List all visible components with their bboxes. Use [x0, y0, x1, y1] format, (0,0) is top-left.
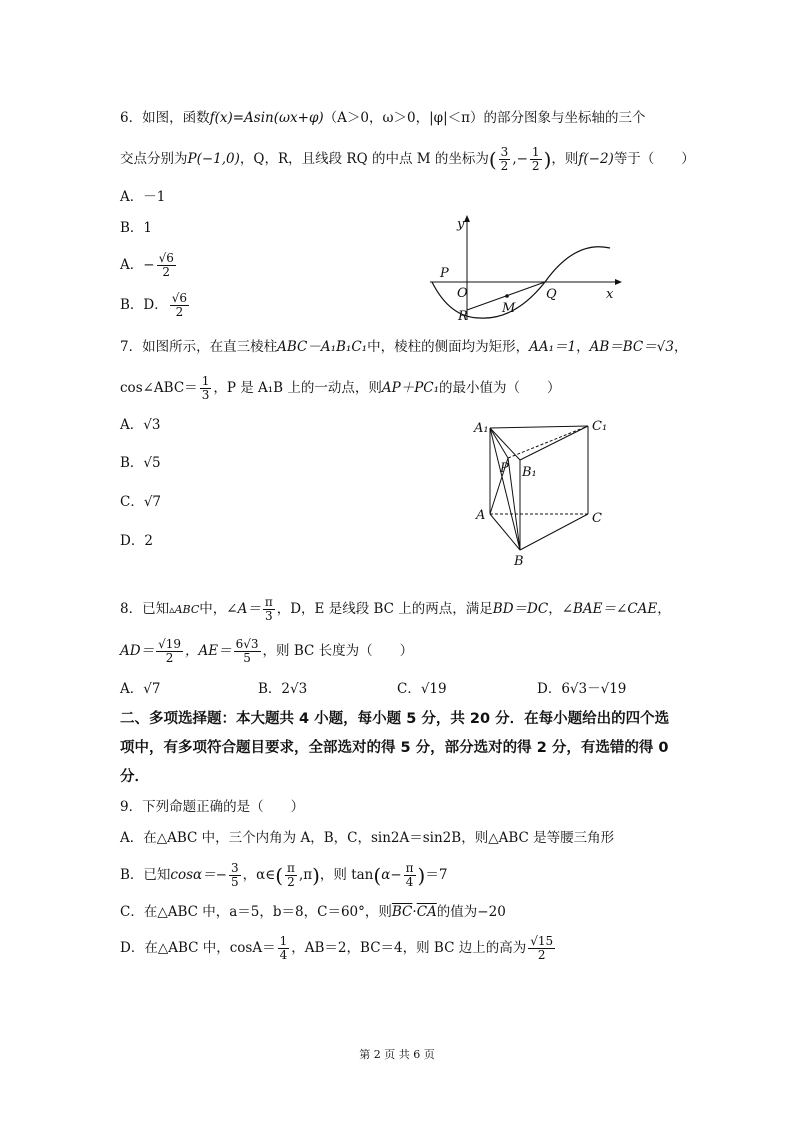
label-p: P [500, 461, 509, 476]
label-b: B [514, 554, 524, 569]
label-m: M [502, 301, 516, 316]
q7-line1: 7．如图所示，在直三棱柱ABC－A₁B₁C₁中，棱柱的侧面均为矩形，AA₁＝1，AB＝BC＝√3， [120, 339, 688, 355]
q7-option-b: B．√5 [120, 455, 161, 471]
label-x: x [606, 287, 614, 302]
q7-line2: cos∠ABC＝ $\frac{1}{3}$ ，P 是 A₁B 上的一动点，则AP＋PC₁的最小值为（ ） [120, 374, 561, 402]
q9-option-d: D．在△ABC 中，cosA＝ $\frac{1}{4}$ ，AB＝2，BC＝4，则 BC 边上的高为 $\frac{√15}{2}$ [120, 934, 554, 962]
label-y: y [457, 217, 465, 232]
q8-option-c: C．√19 [397, 681, 447, 697]
label-o: O [457, 286, 468, 301]
q7-option-c: C．√7 [120, 494, 162, 510]
label-b1: B₁ [522, 465, 537, 480]
label-c: C [592, 511, 602, 526]
q6-option-b: B．1 [120, 220, 153, 236]
q6-sine-graph [420, 210, 630, 325]
label-q: Q [546, 287, 557, 302]
point-m [505, 294, 509, 298]
section-2-heading: 二、多项选择题：本大题共 4 小题，每小题 5 分，共 20 分．在每小题给出的四个选项中，有多项符合题目要求，全部选对的得 5 分，部分选对的得 2 分，有选错的得 0 分． [120, 711, 670, 785]
q7-prism-figure [470, 412, 620, 572]
label-r: R [458, 309, 468, 324]
q6-line1: 6．如图，函数f(x)=Asin(ωx+φ)（A＞0，ω＞0，|φ|＜π）的部分图象与坐标轴的三个 [120, 110, 646, 126]
q8-line1: 8．已知▵ABC中，∠A＝ $\frac{\pi}{3}$ ，D，E 是线段 BC 上的两点，满足BD＝DC，∠BAE＝∠CAE， [120, 595, 671, 623]
q7-option-d: D．2 [120, 533, 153, 549]
q6-option-d: B．D． $\frac{√6}{2}$ [120, 291, 188, 319]
q7-option-a: A．√3 [120, 417, 161, 433]
x-axis-arrow [615, 279, 622, 285]
page-footer: 第 2 页 共 6 页 [359, 1048, 435, 1061]
q9-option-c: C．在△ABC 中，a＝5，b＝8，C＝60°，则$\overline{BC}\cdot\overline{CA}$的值为−20 [120, 904, 506, 920]
q6-option-a: A．－1 [120, 189, 166, 205]
label-p: P [440, 266, 449, 281]
label-a: A [476, 508, 486, 523]
label-c1: C₁ [592, 419, 608, 434]
q6-line2: 交点分别为P(−1,0)，Q，R，且线段 RQ 的中点 M 的坐标为( $\frac{3}{2}$ ,− $\frac{1}{2}$ )，则f(−2)等于（ ） [120, 145, 695, 173]
q9-option-b: B．已知cosα＝− $\frac{3}{5}$ ，α∈( $\frac{\pi}{2}$ ,π)，则 tan(α− $\frac{\pi}{4}$ )＝7 [120, 861, 448, 889]
q9-stem: 9．下列命题正确的是（ ） [120, 799, 305, 815]
q8-option-b: B．2√3 [258, 681, 308, 697]
q8-option-a: A．√7 [120, 681, 161, 697]
q6-option-c: A．− $\frac{√6}{2}$ [120, 251, 174, 279]
label-a1: A₁ [474, 421, 489, 436]
q9-option-a: A．在△ABC 中，三个内角为 A，B，C，sin2A＝sin2B，则△ABC 是等腰三角形 [120, 830, 615, 846]
q8-line2: AD＝ $\frac{√19}{2}$ ，AE＝ $\frac{6√3}{5}$ ，则 BC 长度为（ ） [120, 637, 414, 665]
y-axis-arrow [464, 215, 470, 222]
q8-option-d: D．6√3－√19 [537, 681, 627, 697]
